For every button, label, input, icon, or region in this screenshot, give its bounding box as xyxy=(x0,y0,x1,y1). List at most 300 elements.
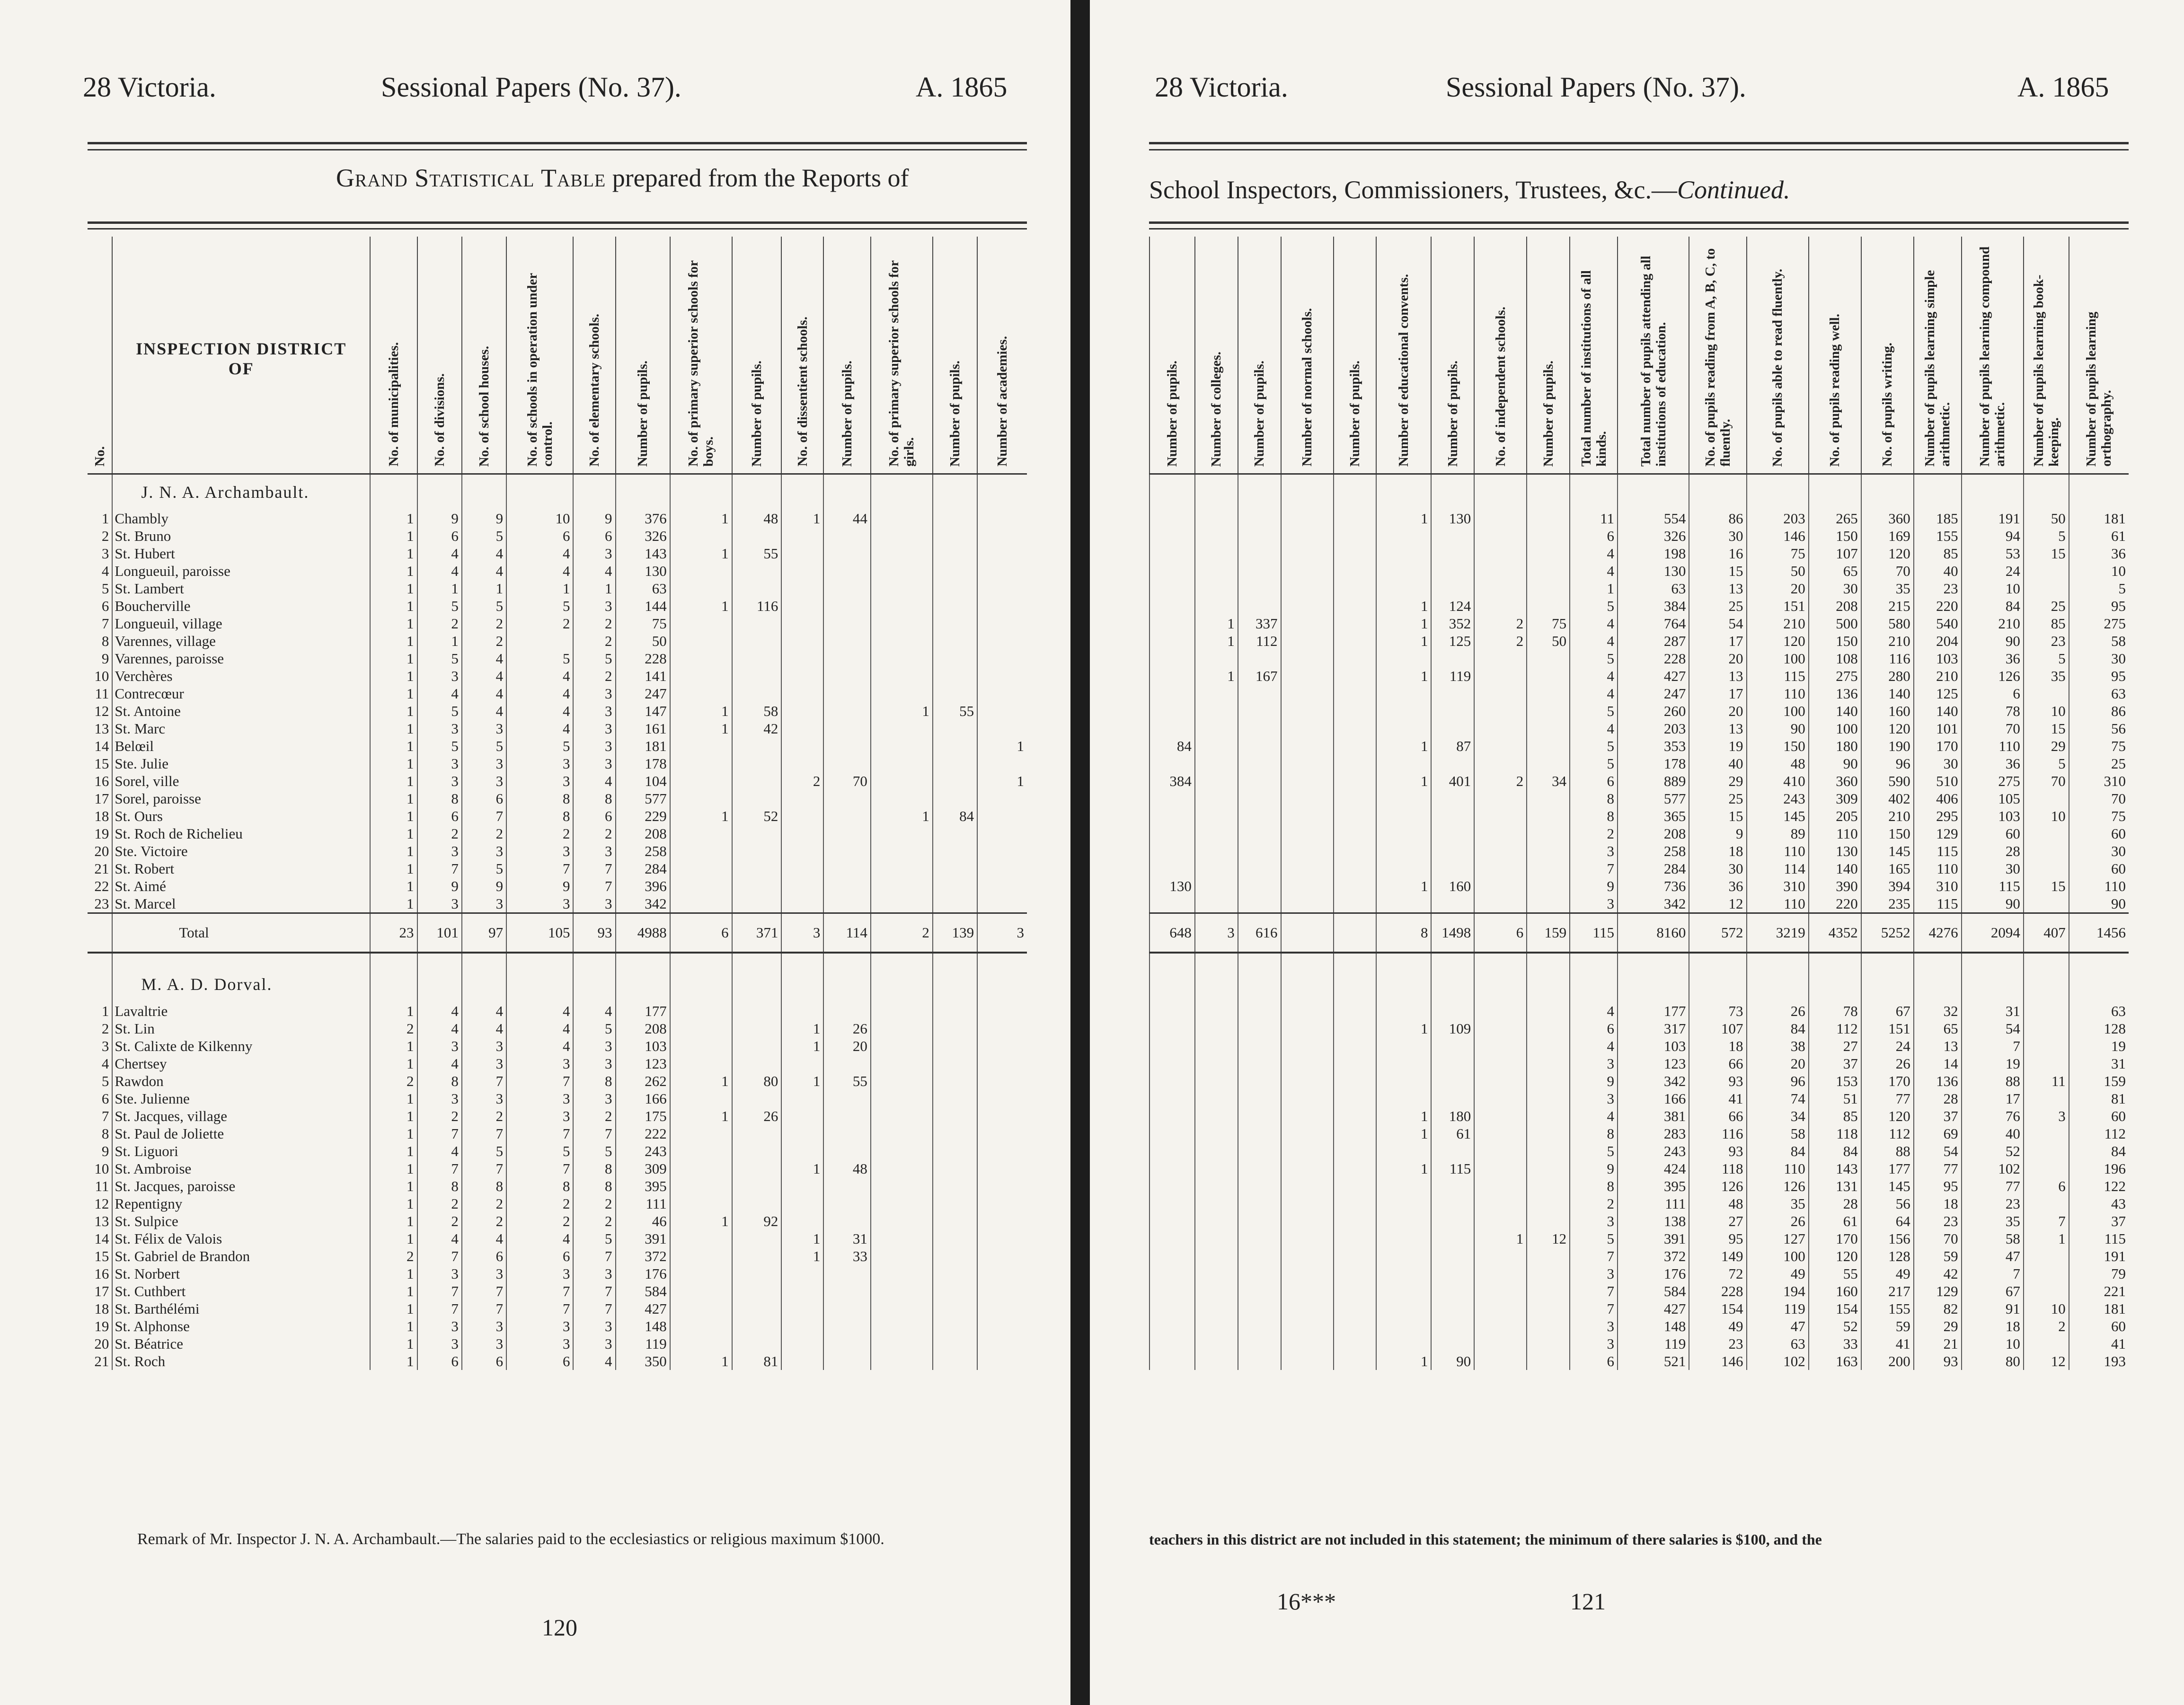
cell xyxy=(670,772,732,790)
cell xyxy=(1149,755,1195,772)
total-value: 93 xyxy=(573,913,615,953)
cell: 118 xyxy=(1689,1160,1746,1177)
cell: 37 xyxy=(1809,1055,1861,1072)
row-number: 22 xyxy=(94,877,109,894)
cell xyxy=(670,1195,732,1212)
table-row xyxy=(1149,1107,2129,1125)
cell: 20 xyxy=(1747,580,1809,597)
remark-left: Remark of Mr. Inspector J. N. A. Archambault.—The salaries paid to the ecclesiastics or religious maximum $1000. xyxy=(137,1530,884,1548)
cell xyxy=(732,1090,782,1107)
cell: 89 xyxy=(1747,825,1809,842)
cell: 110 xyxy=(1747,1160,1809,1177)
cell xyxy=(1431,545,1474,562)
cell: 5 xyxy=(2024,527,2069,545)
cell xyxy=(1474,895,1527,913)
cell: 43 xyxy=(2069,1195,2129,1212)
cell xyxy=(732,1020,782,1037)
cell xyxy=(871,650,933,667)
cell xyxy=(1149,860,1195,877)
cell: 115 xyxy=(1914,842,1962,860)
table-row xyxy=(1149,755,2129,772)
cell xyxy=(871,1352,933,1370)
cell: 84 xyxy=(1747,1020,1809,1037)
cell: 1 xyxy=(977,737,1027,755)
cell xyxy=(1431,720,1474,737)
cell xyxy=(781,527,823,545)
cell xyxy=(823,895,871,913)
cell: 3 xyxy=(417,1317,462,1335)
cell xyxy=(871,825,933,842)
cell: 6 xyxy=(573,807,615,825)
cell: 1 xyxy=(670,545,732,562)
cell xyxy=(1281,720,1334,737)
cell xyxy=(1431,1212,1474,1230)
column-header-label: No. xyxy=(92,446,107,467)
spacer-cell xyxy=(417,474,462,510)
spacer-cell xyxy=(1689,474,1746,510)
spacer-cell xyxy=(871,953,933,967)
cell: 200 xyxy=(1861,1352,1914,1370)
cell xyxy=(823,615,871,632)
cell: 584 xyxy=(1618,1282,1689,1300)
cell xyxy=(1238,877,1281,895)
table-row xyxy=(88,632,1027,650)
section-caption-row xyxy=(88,967,1027,1002)
cell: 736 xyxy=(1618,877,1689,895)
cell: 4 xyxy=(417,1002,462,1020)
cell xyxy=(1281,1037,1334,1055)
header-row xyxy=(1149,237,2129,474)
spacer-cell xyxy=(573,474,615,510)
column-header xyxy=(506,237,573,474)
table-row xyxy=(1149,1300,2129,1317)
cell xyxy=(506,632,573,650)
column-header-label: No. of dissentient schools. xyxy=(795,317,810,467)
cell: 1 xyxy=(417,580,462,597)
cell: 1 xyxy=(370,510,417,527)
cell: 70 xyxy=(1861,562,1914,580)
cell xyxy=(823,1317,871,1335)
cell xyxy=(732,1002,782,1020)
spacer-cell xyxy=(1281,953,1334,967)
cell xyxy=(823,580,871,597)
row-number: 9 xyxy=(101,650,109,667)
cell xyxy=(2024,1037,2069,1055)
cell xyxy=(1149,1282,1195,1300)
cell: 1 xyxy=(370,580,417,597)
cell: 3 xyxy=(506,1090,573,1107)
cell: 76 xyxy=(1962,1107,2024,1125)
cell xyxy=(1527,1107,1570,1125)
cell: 10 xyxy=(1962,580,2024,597)
table-row xyxy=(88,755,1027,772)
cell: 119 xyxy=(1618,1335,1689,1352)
cell xyxy=(1281,1020,1334,1037)
cell xyxy=(1281,1125,1334,1142)
district-name: Chertsey xyxy=(112,1055,370,1072)
column-header xyxy=(977,237,1027,474)
cell: 208 xyxy=(1618,825,1689,842)
cell xyxy=(823,650,871,667)
cell: 30 xyxy=(2069,842,2129,860)
total-value xyxy=(1281,913,1334,953)
cell: 78 xyxy=(1809,1002,1861,1020)
cell: 150 xyxy=(1809,632,1861,650)
cell: 176 xyxy=(1618,1265,1689,1282)
table-row xyxy=(88,807,1027,825)
cell: 247 xyxy=(1618,685,1689,702)
cell xyxy=(1527,510,1570,527)
cell: 5 xyxy=(462,527,506,545)
cell: 6 xyxy=(1570,1352,1618,1370)
cell: 41 xyxy=(1861,1335,1914,1352)
cell: 342 xyxy=(1618,895,1689,913)
column-header xyxy=(462,237,506,474)
table-row xyxy=(88,1300,1027,1317)
spacer-cell xyxy=(1527,953,1570,967)
cell: 2 xyxy=(1474,772,1527,790)
cell xyxy=(2024,1282,2069,1300)
cell: 1 xyxy=(670,702,732,720)
cell xyxy=(1149,825,1195,842)
district-name: Contrecœur xyxy=(112,685,370,702)
cell: 196 xyxy=(2069,1160,2129,1177)
cell xyxy=(1334,650,1377,667)
cell xyxy=(670,1282,732,1300)
cell xyxy=(1431,1335,1474,1352)
cell xyxy=(1149,1177,1195,1195)
cell: 130 xyxy=(1618,562,1689,580)
cell xyxy=(1376,562,1431,580)
cell xyxy=(1474,1282,1527,1300)
district-name: St. Hubert xyxy=(112,545,370,562)
cell xyxy=(732,772,782,790)
cell: 1 xyxy=(370,545,417,562)
cell: 1 xyxy=(670,510,732,527)
cell: 203 xyxy=(1618,720,1689,737)
spacer-cell xyxy=(2024,967,2069,1002)
cell: 5 xyxy=(506,650,573,667)
column-header xyxy=(1618,237,1689,474)
district-name: St. Ours xyxy=(112,807,370,825)
cell xyxy=(871,1317,933,1335)
cell xyxy=(871,737,933,755)
cell: 4 xyxy=(506,685,573,702)
cell xyxy=(781,1125,823,1142)
cell xyxy=(1376,860,1431,877)
cell xyxy=(1431,562,1474,580)
cell xyxy=(1527,895,1570,913)
cell xyxy=(933,650,977,667)
cell xyxy=(1376,1072,1431,1090)
cell xyxy=(933,825,977,842)
cell: 5 xyxy=(1570,1230,1618,1247)
cell: 1 xyxy=(370,1335,417,1352)
cell: 30 xyxy=(1809,580,1861,597)
cell xyxy=(670,1300,732,1317)
district-name: St. Lambert xyxy=(112,580,370,597)
cell: 396 xyxy=(616,877,670,895)
cell xyxy=(670,1177,732,1195)
section-caption: M. A. D. Dorval. xyxy=(112,967,370,1002)
cell: 140 xyxy=(1914,702,1962,720)
cell: 20 xyxy=(1747,1055,1809,1072)
cell xyxy=(823,842,871,860)
cell: 258 xyxy=(616,842,670,860)
cell: 384 xyxy=(1618,597,1689,615)
cell xyxy=(1195,527,1238,545)
column-header-label: Number of pupils. xyxy=(947,360,963,467)
cell: 13 xyxy=(1689,580,1746,597)
cell xyxy=(732,1317,782,1335)
cell: 2 xyxy=(417,615,462,632)
total-value: 105 xyxy=(506,913,573,953)
cell xyxy=(1238,1212,1281,1230)
cell: 169 xyxy=(1861,527,1914,545)
cell: 210 xyxy=(1914,667,1962,685)
cell xyxy=(670,1090,732,1107)
total-label: Total xyxy=(112,913,370,953)
cell: 191 xyxy=(1962,510,2024,527)
cell: 63 xyxy=(2069,685,2129,702)
cell: 44 xyxy=(823,510,871,527)
cell xyxy=(1334,860,1377,877)
cell: 52 xyxy=(1962,1142,2024,1160)
column-header-label: No. of school houses. xyxy=(476,345,492,467)
cell: 10 xyxy=(2024,1300,2069,1317)
cell xyxy=(823,1090,871,1107)
table-title xyxy=(1149,175,1790,204)
cell xyxy=(1281,877,1334,895)
cell: 127 xyxy=(1747,1230,1809,1247)
cell xyxy=(1431,650,1474,667)
column-header xyxy=(670,237,732,474)
column-header-label: No. of municipalities. xyxy=(386,342,401,467)
cell: 590 xyxy=(1861,772,1914,790)
column-header xyxy=(781,237,823,474)
cell xyxy=(977,510,1027,527)
cell xyxy=(871,860,933,877)
cell xyxy=(781,860,823,877)
district-name: St. Jacques, village xyxy=(112,1107,370,1125)
cell: 8 xyxy=(573,1160,615,1177)
table-row xyxy=(1149,1142,2129,1160)
spacer-cell xyxy=(1376,953,1431,967)
cell: 85 xyxy=(2024,615,2069,632)
cell xyxy=(781,1335,823,1352)
cell xyxy=(2024,825,2069,842)
cell: 4 xyxy=(462,1230,506,1247)
cell: 8 xyxy=(1570,1125,1618,1142)
row-number: 20 xyxy=(94,842,109,859)
total-row xyxy=(1149,913,2129,953)
table-row xyxy=(1149,1160,2129,1177)
table-row xyxy=(1149,737,2129,755)
table-row xyxy=(1149,702,2129,720)
cell xyxy=(1376,720,1431,737)
row-number: 23 xyxy=(94,895,109,912)
cell: 150 xyxy=(1861,825,1914,842)
cell xyxy=(1431,860,1474,877)
cell: 36 xyxy=(2069,545,2129,562)
cell xyxy=(670,562,732,580)
table-row xyxy=(1149,580,2129,597)
cell xyxy=(1238,1002,1281,1020)
cell: 424 xyxy=(1618,1160,1689,1177)
cell: 4 xyxy=(462,1002,506,1020)
cell xyxy=(823,1195,871,1212)
cell xyxy=(1281,650,1334,667)
cell: 391 xyxy=(1618,1230,1689,1247)
spacer-cell xyxy=(2069,953,2129,967)
cell: 34 xyxy=(1527,772,1570,790)
cell: 60 xyxy=(1962,825,2024,842)
cell xyxy=(1431,1247,1474,1265)
title-text: School Inspectors, Commissioners, Trustees, &c.— xyxy=(1149,176,1677,204)
cell: 365 xyxy=(1618,807,1689,825)
table-row xyxy=(1149,527,2129,545)
cell xyxy=(1334,755,1377,772)
cell: 13 xyxy=(1689,667,1746,685)
cell: 9 xyxy=(417,877,462,895)
row-number: 17 xyxy=(94,1282,109,1299)
cell xyxy=(933,1160,977,1177)
total-value: 114 xyxy=(823,913,871,953)
table-row xyxy=(88,1317,1027,1335)
district-name: Ste. Julienne xyxy=(112,1090,370,1107)
page-number-left: 120 xyxy=(542,1614,577,1641)
table-row xyxy=(88,1142,1027,1160)
cell: 7 xyxy=(417,860,462,877)
cell xyxy=(871,632,933,650)
cell xyxy=(871,842,933,860)
cell: 284 xyxy=(616,860,670,877)
cell xyxy=(670,527,732,545)
cell: 8 xyxy=(506,790,573,807)
remark-right: teachers in this district are not included in this statement; the minimum of there salaries is $100, and the xyxy=(1149,1531,1822,1548)
cell xyxy=(1281,790,1334,807)
cell xyxy=(1238,1020,1281,1037)
cell: 275 xyxy=(2069,615,2129,632)
cell: 427 xyxy=(1618,1300,1689,1317)
cell: 243 xyxy=(1747,790,1809,807)
cell: 5 xyxy=(462,737,506,755)
total-value: 4352 xyxy=(1809,913,1861,953)
cell: 1 xyxy=(370,895,417,913)
table-row xyxy=(1149,1212,2129,1230)
cell xyxy=(1431,895,1474,913)
cell: 5 xyxy=(506,1142,573,1160)
cell xyxy=(977,825,1027,842)
cell xyxy=(1376,825,1431,842)
cell xyxy=(1527,1125,1570,1142)
cell xyxy=(871,720,933,737)
cell xyxy=(1281,667,1334,685)
cell xyxy=(1431,527,1474,545)
cell xyxy=(1238,1282,1281,1300)
cell: 145 xyxy=(1747,807,1809,825)
cell: 3 xyxy=(462,1055,506,1072)
cell: 145 xyxy=(1861,1177,1914,1195)
cell: 1 xyxy=(370,527,417,545)
cell: 6 xyxy=(462,1352,506,1370)
cell xyxy=(732,1177,782,1195)
cell xyxy=(1195,737,1238,755)
cell xyxy=(781,825,823,842)
total-value: 3 xyxy=(1195,913,1238,953)
cell: 80 xyxy=(732,1072,782,1090)
cell xyxy=(781,702,823,720)
cell xyxy=(781,807,823,825)
cell: 150 xyxy=(1747,737,1809,755)
cell: 3 xyxy=(462,1317,506,1335)
district-name: St. Jacques, paroisse xyxy=(112,1177,370,1195)
cell xyxy=(1281,1265,1334,1282)
cell xyxy=(871,1230,933,1247)
cell: 20 xyxy=(823,1037,871,1055)
cell xyxy=(1376,842,1431,860)
column-header-label: Number of pupils learning simple arithmetic. xyxy=(1922,270,1953,467)
table-row xyxy=(1149,1090,2129,1107)
cell xyxy=(823,737,871,755)
cell: 51 xyxy=(1809,1090,1861,1107)
district-name: St. Marc xyxy=(112,720,370,737)
cell xyxy=(670,685,732,702)
cell: 1 xyxy=(1376,667,1431,685)
cell: 60 xyxy=(2069,860,2129,877)
cell: 23 xyxy=(2024,632,2069,650)
cell xyxy=(781,790,823,807)
cell: 18 xyxy=(1962,1317,2024,1335)
cell xyxy=(1376,1177,1431,1195)
cell: 112 xyxy=(1861,1125,1914,1142)
cell xyxy=(1195,860,1238,877)
cell: 5 xyxy=(462,597,506,615)
cell xyxy=(1431,1317,1474,1335)
cell: 521 xyxy=(1618,1352,1689,1370)
cell xyxy=(1431,1055,1474,1072)
cell xyxy=(977,685,1027,702)
cell: 4 xyxy=(506,702,573,720)
cell: 149 xyxy=(1689,1247,1746,1265)
total-value: 572 xyxy=(1689,913,1746,953)
cell xyxy=(823,1107,871,1125)
cell: 1 xyxy=(670,1352,732,1370)
spacer-cell xyxy=(1809,967,1861,1002)
cell xyxy=(871,1142,933,1160)
cell xyxy=(2024,1265,2069,1282)
column-header xyxy=(871,237,933,474)
cell xyxy=(670,1335,732,1352)
cell: 1 xyxy=(670,597,732,615)
cell xyxy=(1195,702,1238,720)
right-page xyxy=(1090,0,2184,1705)
cell: 95 xyxy=(2069,597,2129,615)
cell: 1 xyxy=(370,825,417,842)
cell xyxy=(1281,825,1334,842)
district-name: St. Roch xyxy=(112,1352,370,1370)
cell: 7 xyxy=(506,1300,573,1317)
row-number: 4 xyxy=(101,562,109,579)
cell: 1 xyxy=(871,702,933,720)
cell xyxy=(1527,1160,1570,1177)
cell: 100 xyxy=(1747,702,1809,720)
cell xyxy=(1376,1037,1431,1055)
cell xyxy=(1527,527,1570,545)
header-left: 28 Victoria. xyxy=(1155,71,1288,103)
total-value: 4988 xyxy=(616,913,670,953)
cell: 15 xyxy=(2024,545,2069,562)
